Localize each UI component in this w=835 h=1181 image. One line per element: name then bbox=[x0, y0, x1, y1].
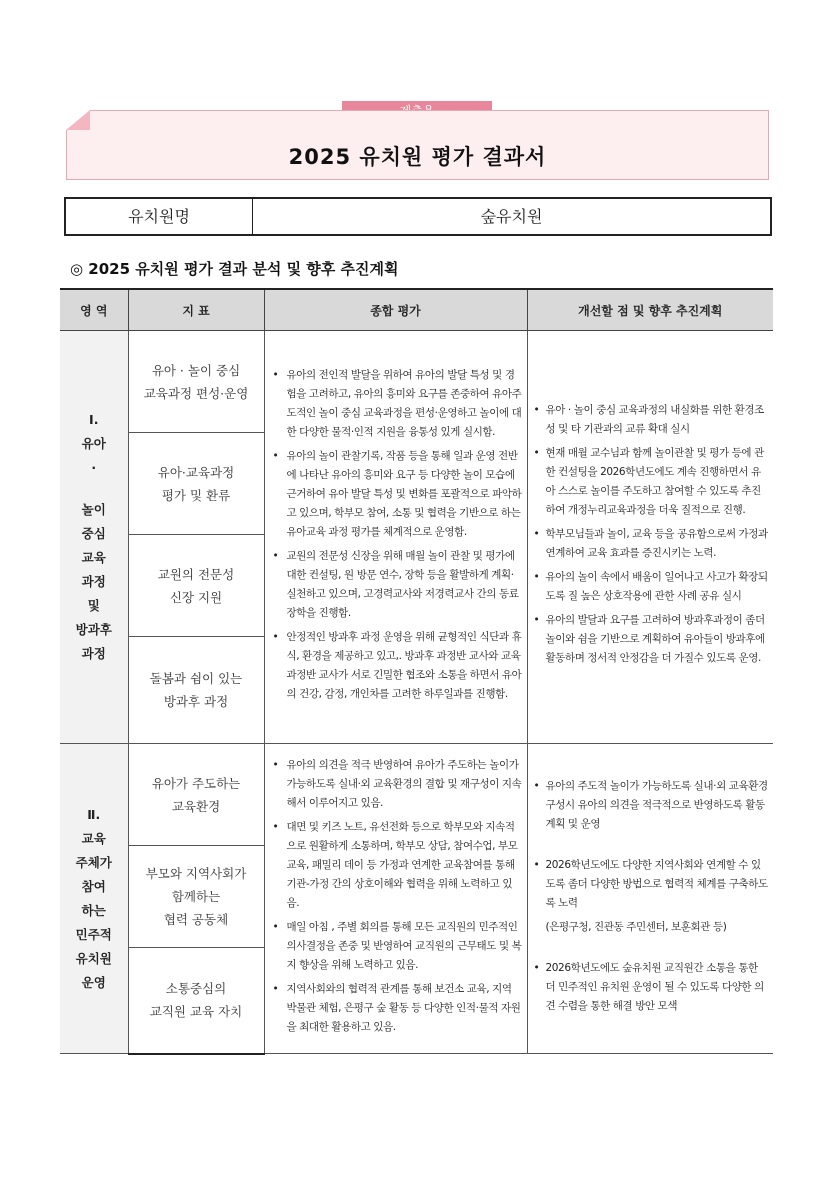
table-row bbox=[60, 331, 773, 433]
table-row bbox=[60, 744, 773, 846]
kindergarten-name-label: 유치원명 bbox=[66, 199, 253, 234]
list-item: • 교원의 전문성 신장을 위해 매월 놀이 관찰 및 평가에 대한 컨설팅, 원 방문 연수, 장학 등을 활발하게 계획·실천하고 있으며, 고경력교사와 저경력교사 간의 동료장학을 진행함. bbox=[287, 547, 523, 623]
indicator-1-1: 유아 · 놀이 중심 교육과정 편성·운영 bbox=[128, 331, 264, 433]
area-2-cell: Ⅱ. 교육 주체가 참여 하는 민주적 유치원 운영 bbox=[60, 744, 128, 1054]
list-item: • 유아의 놀이 관찰기록, 작품 등을 통해 일과 운영 전반에 나타난 유아의 흥미와 요구 등 다양한 놀이 모습에 근거하여 유아 발달 특성 및 변화를 포괄적으로 파악하고 있으며, 학부모 참여, 소통 및 협력을 기반으로 하는 유아교육 과정 평가를 체계적으로 운영함. bbox=[287, 447, 523, 542]
indicator-1-4: 돌봄과 쉼이 있는 방과후 과정 bbox=[128, 637, 264, 744]
list-item: • 유아의 주도적 놀이가 가능하도록 실내·외 교육환경 구성시 유아의 의견을 적극적으로 반영하도록 활동 계획 및 운영 bbox=[546, 777, 770, 834]
header-indicator: 지 표 bbox=[128, 289, 264, 331]
list-item: • 유아 · 놀이 중심 교육과정의 내실화를 위한 환경조성 및 타 기관과의 교류 확대 실시 bbox=[546, 401, 770, 439]
title-box bbox=[66, 110, 769, 180]
list-item: • 유아의 의견을 적극 반영하여 유아가 주도하는 놀이가 가능하도록 실내·외 교육환경의 결합 및 재구성이 지속해서 이루어지고 있음. bbox=[287, 756, 523, 813]
list-item: • 매일 아침 , 주별 회의를 통해 모든 교직원의 민주적인 의사결정을 존중 및 반영하여 교직원의 근무태도 및 복지 향상을 위해 노력하고 있음. bbox=[287, 918, 523, 975]
list-item: • 학부모님들과 놀이, 교육 등을 공유함으로써 가정과 연계하여 교육 효과를 증진시키는 노력. bbox=[546, 525, 770, 563]
list-item: • 안정적인 방과후 과정 운영을 위해 균형적인 식단과 휴식, 환경을 제공하고 있고,. 방과후 과정반 교사와 교육과정반 교사가 서로 긴밀한 협조와 소통을 하면서 유아의 건강, 감정, 개인차를 고려한 하루일과를 진행함. bbox=[287, 628, 523, 704]
plan-list bbox=[528, 775, 774, 1023]
list-item: • 유아의 전인적 발달을 위하여 유아의 발달 특성 및 경험을 고려하고, 유아의 흥미와 요구를 존중하여 유아주도적인 놀이 중심 교육과정을 편성·운영하고 놀이에 대한 다양한 물적·인적 지원을 융통성 있게 실시함. bbox=[287, 366, 523, 442]
evaluation-list bbox=[265, 754, 527, 1044]
evaluation-area-1 bbox=[264, 331, 527, 744]
area-1-cell: Ⅰ. 유아 · 놀이 중심 교육 과정 및 방과후 과정 bbox=[60, 331, 128, 744]
indicator-1-2: 유아·교육과정 평가 및 환류 bbox=[128, 433, 264, 535]
list-item: (은평구청, 진관동 주민센터, 보훈회관 등) bbox=[545, 920, 727, 933]
table-header-row bbox=[60, 289, 773, 331]
header-plan: 개선할 점 및 향후 추진계획 bbox=[527, 289, 773, 331]
list-item: • 대면 및 키즈 노트, 유선전화 등으로 학부모와 지속적으로 원활하게 소통하며, 학부모 상담, 참여수업, 부모교육, 패밀리 데이 등 가정과 연계한 교육참여를 통해 기관-가정 간의 상호이해와 협력을 위해 노력하고 있음. bbox=[287, 818, 523, 913]
indicator-2-3: 소통중심의 교직원 교육 자치 bbox=[128, 948, 264, 1054]
list-item: • 유아의 놀이 속에서 배움이 일어나고 사고가 확장되도록 질 높은 상호작용에 관한 사례 공유 실시 bbox=[546, 568, 770, 606]
section-heading: ◎ 2025 유치원 평가 결과 분석 및 향후 추진계획 bbox=[70, 260, 399, 278]
list-item: • 지역사회와의 협력적 관계를 통해 보건소 교육, 지역 박물관 체험, 은평구 숲 활동 등 다양한 인적·물적 자원을 최대한 활용하고 있음. bbox=[287, 980, 523, 1037]
header-evaluation: 종합 평가 bbox=[264, 289, 527, 331]
evaluation-list bbox=[265, 364, 527, 711]
plan-list bbox=[528, 399, 774, 675]
list-item: • 현재 매월 교수님과 함께 놀이관찰 및 평가 등에 관한 컨설팅을 2026학년도에도 계속 진행하면서 유아 스스로 놀이를 주도하고 참여할 수 있도록 추진하여 개정누리교육과정을 더욱 질적으로 진행. bbox=[546, 444, 770, 520]
plan-area-1 bbox=[527, 331, 773, 744]
indicator-2-1: 유아가 주도하는 교육환경 bbox=[128, 744, 264, 846]
indicator-2-2: 부모와 지역사회가 함께하는 협력 공동체 bbox=[128, 846, 264, 948]
page-title: 2025 유치원 평가 결과서 bbox=[288, 145, 547, 169]
indicator-1-3: 교원의 전문성 신장 지원 bbox=[128, 535, 264, 637]
list-item: • 2026학년도에도 숲유치원 교직원간 소통을 통한 더 민주적인 유치원 운영이 될 수 있도록 다양한 의견 수렴을 통한 해결 방안 모색 bbox=[546, 959, 770, 1016]
plan-area-2 bbox=[527, 744, 773, 1054]
evaluation-table bbox=[60, 288, 773, 1055]
kindergarten-name-value: 숲유치원 bbox=[480, 207, 543, 226]
list-item: • 유아의 발달과 요구를 고려하여 방과후과정이 좀더 놀이와 쉼을 기반으로 계획하여 유아들이 방과후에 활동하며 정서적 안정감을 더 가질수 있도록 운영. bbox=[546, 611, 770, 668]
header-area: 영 역 bbox=[60, 289, 128, 331]
list-item: • 2026학년도에도 다양한 지역사회와 연계할 수 있도록 좀더 다양한 방법으로 협력적 체계를 구축하도록 노력 bbox=[546, 856, 770, 913]
evaluation-area-2 bbox=[264, 744, 527, 1054]
kindergarten-name-table bbox=[64, 197, 772, 236]
corner-fold-decoration bbox=[66, 110, 90, 130]
